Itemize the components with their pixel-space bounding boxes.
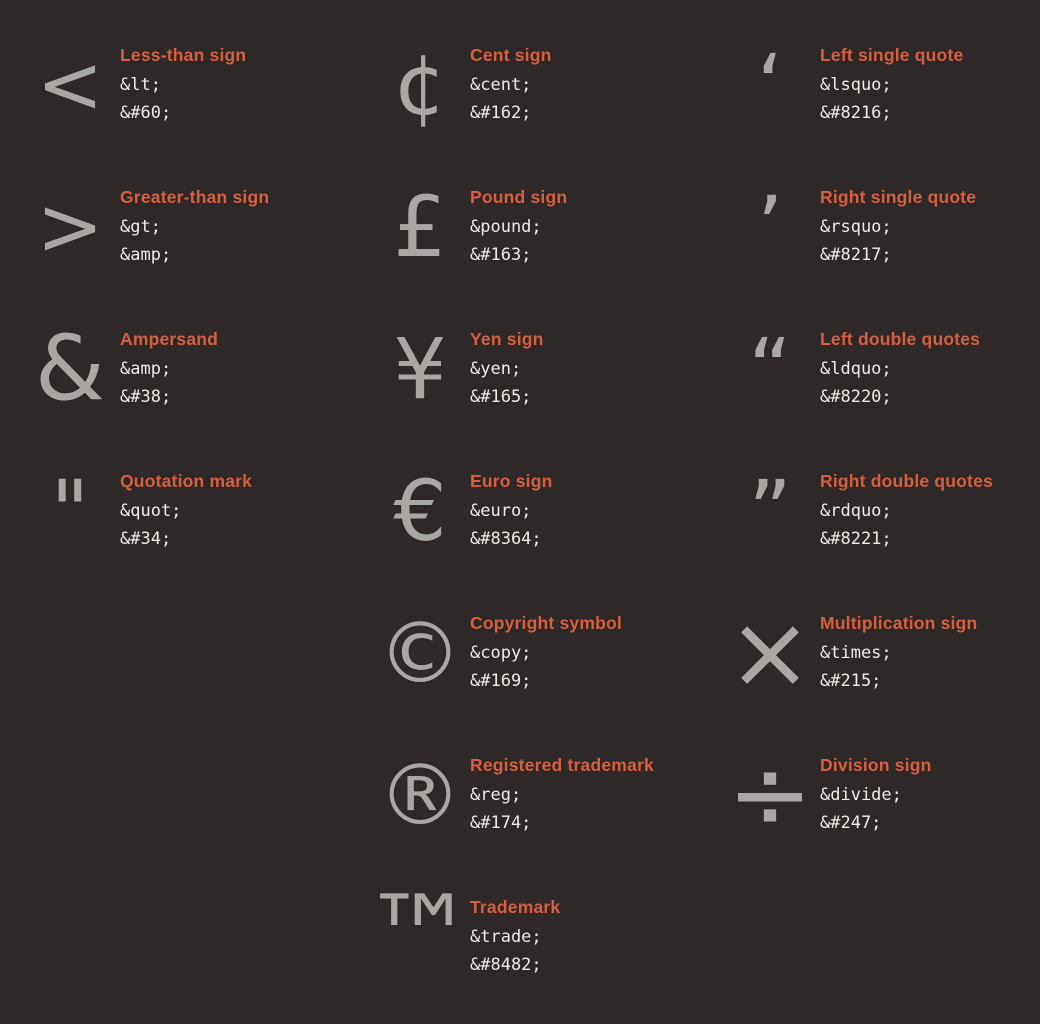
euro-symbol-box [370,456,470,566]
numeric-code: &#247; [820,813,882,833]
right-double-quotes-symbol-box [720,456,820,566]
numeric-code: &#174; [470,813,532,833]
item-cent [370,30,720,172]
item-title: Left single quote [820,45,964,65]
item-left-single-quote [720,30,1040,172]
item-title: Division sign [820,755,932,775]
item-ampersand [20,314,370,456]
numeric-code: &#215; [820,671,882,691]
item-title: Cent sign [470,45,552,65]
item-greater-than [20,172,370,314]
item-title: Left double quotes [820,329,981,349]
euro-symbol: € [393,462,447,560]
left-single-quote-symbol-box [720,30,820,140]
numeric-code: &amp; [120,245,172,265]
numeric-code: &#8221; [820,529,892,549]
entity-name: &rdquo; [820,501,892,521]
numeric-code: &#8216; [820,103,892,123]
item-euro [370,456,720,598]
greater-than-symbol: > [36,180,104,273]
item-title: Ampersand [120,329,219,349]
entity-name: &amp; [120,359,172,379]
item-title: Right double quotes [820,471,993,491]
division-symbol: ÷ [727,735,813,854]
entity-name: &copy; [470,643,532,663]
entity-name: &times; [820,643,892,663]
quotation-mark-symbol: " [50,462,90,560]
yen-symbol: ¥ [393,320,447,418]
item-title: Copyright symbol [470,613,622,633]
entity-name: &lt; [120,75,161,95]
numeric-code: &#8364; [470,529,542,549]
less-than-symbol: < [36,38,104,131]
column-3 [720,30,1040,1024]
item-trademark [364,872,720,1024]
left-single-quote-symbol: ‘ [756,36,784,134]
item-title: Right single quote [820,187,977,207]
division-symbol-box [720,735,820,854]
item-title: Greater-than sign [120,187,270,207]
entity-name: &reg; [470,785,522,805]
numeric-code: &#34; [120,529,172,549]
registered-trademark-symbol-box [370,740,470,850]
numeric-code: &#165; [470,387,532,407]
item-yen [370,314,720,456]
numeric-code: &#60; [120,103,172,123]
right-double-quotes-symbol: ” [748,462,792,560]
numeric-code: &#8220; [820,387,892,407]
item-quotation-mark [20,456,370,598]
column-1 [20,30,370,1024]
entity-name: &gt; [120,217,161,237]
numeric-code: &#163; [470,245,532,265]
numeric-code: &#162; [470,103,532,123]
item-title: Yen sign [470,329,544,349]
numeric-code: &#8482; [470,955,542,975]
item-division [720,735,1040,882]
entity-name: &lsquo; [820,75,892,95]
copyright-symbol-box [370,598,470,708]
greater-than-symbol-box [20,172,120,282]
item-title: Multiplication sign [820,613,978,633]
item-right-double-quotes [720,456,1040,598]
ampersand-symbol-box [20,314,120,424]
trademark-symbol: ™ [364,872,476,1002]
entity-name: &cent; [470,75,532,95]
item-pound [370,172,720,314]
item-title: Less-than sign [120,45,247,65]
item-less-than [20,30,370,172]
pound-symbol: £ [393,178,447,276]
left-double-quotes-symbol-box [720,314,820,424]
entity-name: &ldquo; [820,359,892,379]
cent-symbol-box [370,30,470,140]
entity-name: &euro; [470,501,532,521]
entity-name: &trade; [470,927,542,947]
item-title: Euro sign [470,471,553,491]
trademark-symbol-box [364,872,476,1002]
ampersand-symbol: & [34,316,106,421]
multiplication-symbol: × [727,593,813,712]
entity-name: &divide; [820,785,902,805]
item-title: Pound sign [470,187,568,207]
right-single-quote-symbol: ’ [756,178,784,276]
column-2 [364,30,720,1024]
registered-trademark-symbol: ® [378,746,462,844]
item-right-single-quote [720,172,1040,314]
entity-name: &yen; [470,359,522,379]
entity-name: &quot; [120,501,182,521]
entity-name: &rsquo; [820,217,892,237]
item-title: Trademark [470,897,561,917]
item-registered-trademark [370,740,720,882]
cent-symbol: ¢ [393,36,447,134]
right-single-quote-symbol-box [720,172,820,282]
item-copyright [370,598,720,740]
yen-symbol-box [370,314,470,424]
numeric-code: &#169; [470,671,532,691]
multiplication-symbol-box [720,593,820,712]
quotation-mark-symbol-box [20,456,120,566]
numeric-code: &#38; [120,387,172,407]
item-multiplication [720,593,1040,740]
numeric-code: &#8217; [820,245,892,265]
entity-name: &pound; [470,217,542,237]
left-double-quotes-symbol: “ [748,320,792,418]
item-title: Registered trademark [470,755,654,775]
pound-symbol-box [370,172,470,282]
item-title: Quotation mark [120,471,253,491]
less-than-symbol-box [20,30,120,140]
copyright-symbol: © [378,604,462,702]
item-left-double-quotes [720,314,1040,456]
